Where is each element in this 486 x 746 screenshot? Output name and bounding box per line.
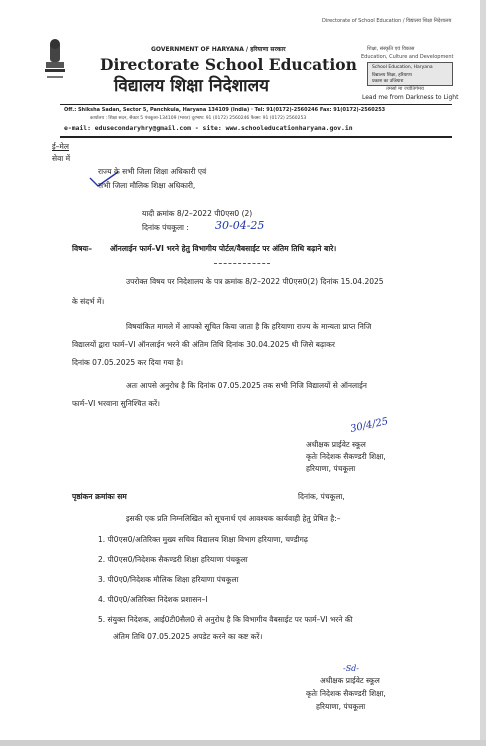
endorsement-intro: इसकी एक प्रति निम्नलिखित को सूचनार्थ एवं आवश्यक कार्यवाही हेतु प्रेषित है:– bbox=[126, 514, 341, 523]
para2-line3: दिनांक 07.05.2025 कर दिया गया है। bbox=[72, 358, 184, 367]
signatory-1-line1: अधीक्षक प्राईवेट स्कूल bbox=[306, 440, 366, 449]
salutation-to: सेवा में bbox=[52, 154, 71, 163]
office-address: Off.: Shiksha Sadan, Sector 5, Panchkula, Haryana 134109 (India) · Tel: 91(0172)-2560246 Fax: 91(0172)-2560253 bbox=[64, 107, 386, 113]
email-tag: ई–मेल bbox=[52, 142, 70, 151]
page-edge-bottom bbox=[0, 740, 486, 746]
header-rule-bottom bbox=[60, 136, 452, 138]
signatory-2-line1: अधीक्षक प्राईवेट स्कूल bbox=[320, 676, 380, 685]
right-tagline-hi: शिक्षा, संस्कृति एवं विकास bbox=[367, 46, 415, 52]
title-en: Directorate School Education bbox=[100, 55, 357, 74]
signatory-2-line2: कृतेः निदेशक सैकण्डरी शिक्षा, bbox=[306, 689, 386, 698]
signatory-1-line2: कृतेः निदेशक सैकण्डरी शिक्षा, bbox=[306, 452, 386, 461]
signature-2: -Sd- bbox=[343, 664, 360, 673]
para2-line1: विषयांकित मामले में आपको सूचित किया जाता है कि हरियाणा राज्य के मान्यता प्राप्त निजि bbox=[126, 322, 372, 331]
title-hi: विद्यालय शिक्षा निदेशालय bbox=[114, 76, 269, 96]
memo-number: यादी क्रमांक 8/2–2022 पी0एस0 (2) bbox=[142, 209, 253, 218]
handwritten-date: 30-04-25 bbox=[215, 219, 265, 232]
copy-item: 2. पी0एस0/निदेशक सैकण्डरी शिक्षा हरियाणा पंचकूला bbox=[98, 555, 248, 564]
signatory-2-line3: हरियाणा, पंचकूला bbox=[316, 702, 366, 711]
signatory-1-line3: हरियाणा, पंचकूला bbox=[306, 464, 356, 473]
ashoka-emblem-icon bbox=[42, 38, 68, 96]
header-rule bbox=[60, 104, 452, 105]
para2-line2: विद्यालयों द्वारा फार्म–VI ऑनलाईन भरने की अंतिम तिथि दिनांक 30.04.2025 थी जिसे बढ़ाकर bbox=[72, 340, 335, 349]
subject-label: विषयः– bbox=[72, 244, 93, 253]
subject-divider bbox=[214, 263, 270, 264]
subject-text: ऑनलाईन फार्म–VI भरने हेतु विभागीय पोर्टल/वैबसाईट पर अंतिम तिथि बढ़ाने बारे। bbox=[110, 244, 337, 253]
office-address-hi: कार्यालय : शिक्षा सदन, सैक्टर 5 पंचकूला-134109 (भारत) दूरभाष: 91 (0172) 2560246 फैक्स: 91 (0172) 2560253 bbox=[90, 116, 307, 121]
copy-item: 1. पी0एस0/अतिरिक्त मुख्य सचिव विद्यालय शिक्षा विभाग हरियाणा, चण्डीगढ़ bbox=[98, 535, 309, 544]
logo-line-2: विद्यालय शिक्षा, हरियाणा bbox=[372, 73, 412, 78]
para1-line1: उपरोक्त विषय पर निदेशालय के पत्र क्रमांक 8/2–2022 पी0एस0(2) दिनांक 15.04.2025 bbox=[126, 277, 384, 286]
logo-line-3: प्रकाश का उजियारा bbox=[372, 79, 404, 84]
para3-line1: अतः आपसे अनुरोध है कि दिनांक 07.05.2025 तक सभी निजि विद्यालयों से ऑनलाईन bbox=[126, 381, 367, 390]
copy-item: 5. संयुक्त निदेशक, आई0टी0सैल0 से अनुरोध है कि विभागीय वैबसाईट पर फार्म–VI भरने की bbox=[98, 615, 353, 624]
signature-1: 30/4/25 bbox=[349, 416, 390, 435]
logo-line-1: School Education, Haryana bbox=[372, 65, 433, 70]
copy-item: 3. पी0ए0/निदेशक मौलिक शिक्षा हरियाणा पंचकूला bbox=[98, 575, 239, 584]
motto-hi: तमसो मा ज्योतिर्गमय bbox=[386, 86, 424, 92]
school-education-logo bbox=[367, 62, 453, 86]
endorsement-date: दिनांक, पंचकूला, bbox=[298, 492, 345, 501]
copy-item: 4. पी0ए0/अतिरिक्त निदेशक प्रशासन–I bbox=[98, 595, 208, 604]
top-note: Directorate of School Education / विद्यालय शिक्षा निदेशालय bbox=[322, 18, 452, 24]
address-line-2: सभी जिला मौलिक शिक्षा अधिकारी, bbox=[98, 181, 196, 190]
page-edge-right bbox=[480, 0, 486, 746]
gov-line: GOVERNMENT OF HARYANA / हरियाणा सरकार bbox=[151, 46, 286, 53]
motto-en: Lead me from Darkness to Light bbox=[362, 94, 459, 101]
date-label: दिनांक पंचकूला : bbox=[142, 223, 189, 232]
right-tagline-en: Education, Culture and Development bbox=[361, 54, 454, 60]
address-line-1: राज्य के सभी जिला शिक्षा अधिकारी एवं bbox=[98, 167, 207, 176]
copy-item-5-cont: अंतिम तिथि 07.05.2025 अपडेट करने का कष्ट करें। bbox=[113, 632, 263, 641]
para3-line2: फार्म–VI भरवाना सुनिश्चित करें। bbox=[72, 399, 161, 408]
email-site: e-mail: edusecondaryhry@gmail.com - site: www.schooleducationharyana.gov.in bbox=[64, 124, 353, 132]
endorsement-number: पृष्ठांकन क्रमांकः सम bbox=[72, 492, 127, 501]
para1-line2: के संदर्भ में। bbox=[72, 297, 105, 306]
